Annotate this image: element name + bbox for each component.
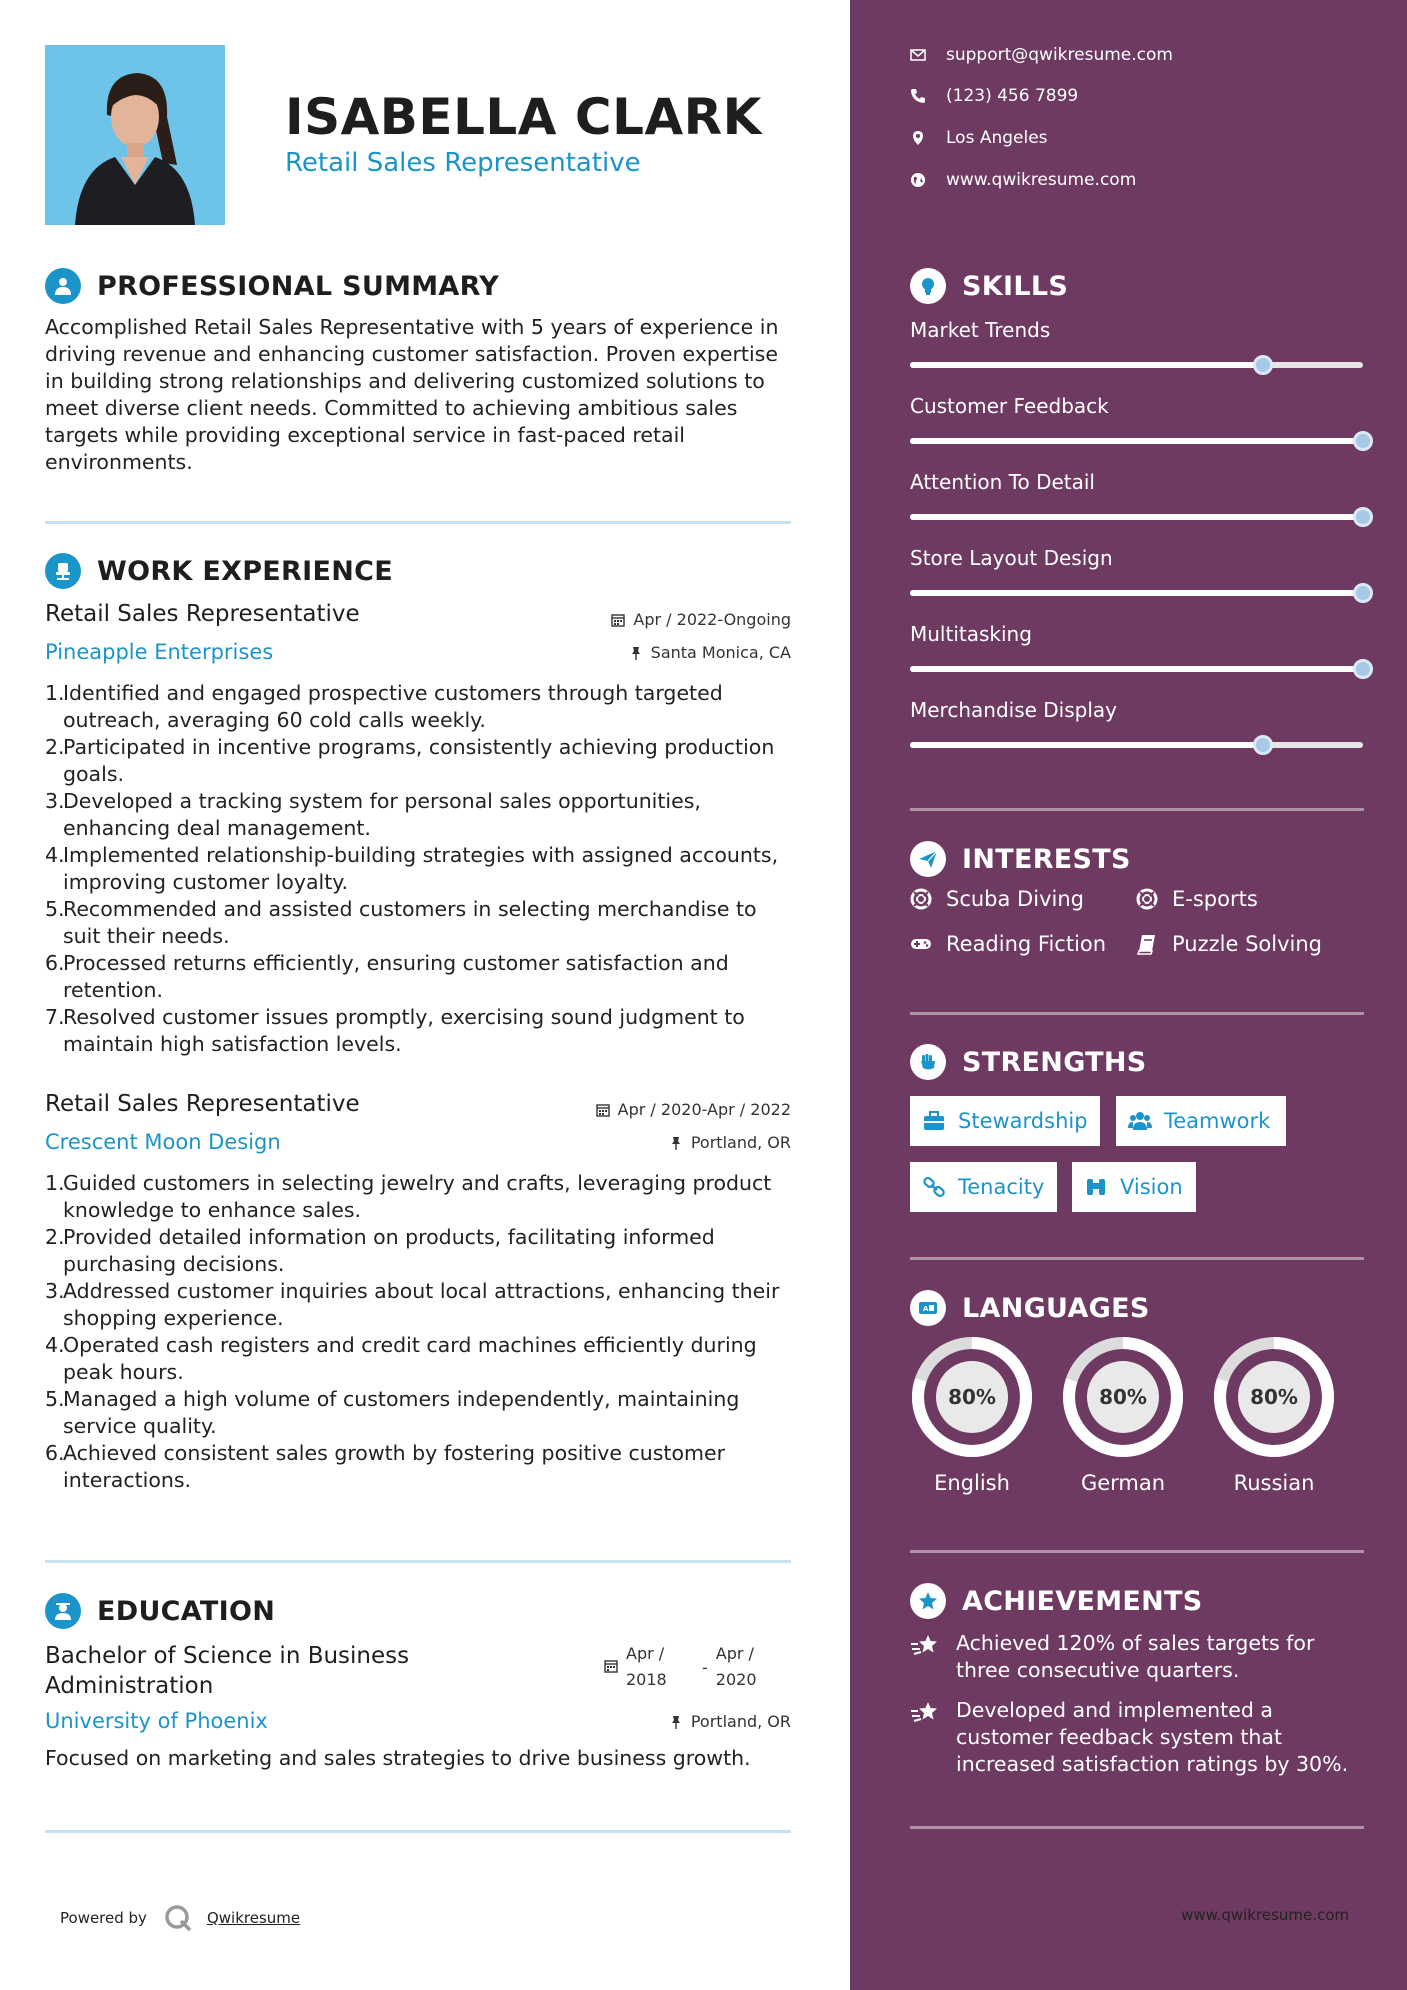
- skill-name: Store Layout Design: [910, 546, 1113, 570]
- list-item: 2. Participated in incentive programs, consistently achieving production goals.: [45, 735, 775, 786]
- contact-phone[interactable]: (123) 456 7899: [910, 86, 1078, 106]
- language-name: German: [1080, 1471, 1166, 1495]
- list-item: 3. Developed a tracking system for personal sales opportunities, enhancing deal management.: [45, 789, 701, 840]
- achievement-item: Achieved 120% of sales targets for three consecutive quarters.: [910, 1630, 1370, 1684]
- map-marker-icon: [910, 130, 926, 146]
- pin-icon: [669, 1715, 683, 1729]
- summary-heading: [45, 268, 499, 304]
- skill-bar-fill: [910, 590, 1363, 596]
- achievement-item: Developed and implemented a customer feedback system that increased satisfaction ratings by 30%.: [910, 1697, 1370, 1778]
- footer-url[interactable]: www.qwikresume.com: [1181, 1906, 1349, 1924]
- skill-bar-fill: [910, 362, 1263, 368]
- skill-bar: [910, 666, 1363, 672]
- profile-photo: [45, 45, 225, 225]
- divider: [45, 1830, 791, 1833]
- education-heading: [45, 1593, 275, 1629]
- language-percent: 80%: [1099, 1385, 1147, 1409]
- job-company: Pineapple Enterprises: [45, 640, 274, 664]
- svg-text:A: A: [923, 1305, 929, 1313]
- list-item: 6. Processed returns efficiently, ensuring customer satisfaction and retention.: [45, 951, 729, 1002]
- skill-bar-fill: [910, 438, 1363, 444]
- language-ring: [1061, 1335, 1185, 1459]
- strength-tag: Vision: [1072, 1162, 1196, 1212]
- divider: [45, 521, 791, 524]
- lifebuoy-icon: [910, 888, 932, 910]
- interest-item: Scuba Diving: [910, 887, 1084, 911]
- interests-heading: [910, 841, 1131, 877]
- skill-name: Market Trends: [910, 318, 1051, 342]
- divider: [45, 1560, 791, 1563]
- education-location: [669, 1712, 791, 1731]
- list-item: 5. Recommended and assisted customers in selecting merchandise to suit their needs.: [45, 897, 757, 948]
- skill-bar-fill: [910, 514, 1363, 520]
- person-silhouette-icon: [45, 45, 225, 225]
- language-item: [1061, 1335, 1185, 1495]
- degree-title: Bachelor of Science in Business Administration: [45, 1643, 410, 1699]
- list-item: 2. Provided detailed information on products, facilitating informed purchasing decisions.: [45, 1225, 715, 1276]
- language-item: [910, 1335, 1034, 1495]
- contact-website[interactable]: www.qwikresume.com: [910, 170, 1136, 190]
- divider: [910, 808, 1364, 811]
- education-start: Apr / 2018: [626, 1644, 667, 1689]
- job-title: Retail Sales Representative: [45, 601, 360, 627]
- skill-name: Attention To Detail: [910, 470, 1095, 494]
- skill-knob: [1353, 507, 1373, 527]
- gamepad-icon: [910, 933, 932, 955]
- skill-bar-fill: [910, 666, 1363, 672]
- job-location-text: Portland, OR: [690, 1133, 791, 1152]
- interest-item: Reading Fiction: [910, 932, 1106, 956]
- skill-bar-fill: [910, 742, 1263, 748]
- contact-location: Los Angeles: [910, 128, 1048, 148]
- calendar-icon: [611, 613, 625, 627]
- strength-tag: Tenacity: [910, 1162, 1057, 1212]
- job-title: Retail Sales Representative: [45, 1091, 360, 1117]
- powered-by-label: Powered by: [60, 1909, 147, 1927]
- star-icon: [910, 1583, 946, 1619]
- list-item: 3. Addressed customer inquiries about local attractions, enhancing their shopping experience.: [45, 1279, 780, 1330]
- list-item: 4. Implemented relationship-building strategies with assigned accounts, improving customer loyalty.: [45, 843, 779, 894]
- skill-knob: [1353, 431, 1373, 451]
- job-dates-text: Apr / 2020-Apr / 2022: [617, 1100, 791, 1119]
- skill-name: Merchandise Display: [910, 698, 1118, 722]
- skill-bar: [910, 590, 1363, 596]
- qwikresume-logo-icon: [163, 1903, 193, 1933]
- paper-plane-icon: [910, 841, 946, 877]
- education-title: EDUCATION: [97, 1595, 276, 1627]
- list-item: 4. Operated cash registers and credit card machines efficiently during peak hours.: [45, 1333, 757, 1384]
- divider: [910, 1257, 1364, 1260]
- link-icon: [922, 1175, 946, 1199]
- language-item: [1212, 1335, 1336, 1495]
- achievements-title: ACHIEVEMENTS: [962, 1585, 1203, 1617]
- job-bullets: [45, 680, 797, 1058]
- qwikresume-link[interactable]: Qwikresume: [206, 1909, 301, 1927]
- language-percent: 80%: [948, 1385, 996, 1409]
- language-ring: [1212, 1335, 1336, 1459]
- experience-title: WORK EXPERIENCE: [97, 555, 393, 587]
- summary-title: PROFESSIONAL SUMMARY: [97, 270, 500, 302]
- calendar-icon: [596, 1103, 610, 1117]
- language-ring: [910, 1335, 1034, 1459]
- skill-bar: [910, 362, 1363, 368]
- languages-heading: [910, 1290, 1150, 1326]
- briefcase-icon: [922, 1109, 946, 1133]
- shooting-star-icon: [910, 1697, 940, 1727]
- list-item: 1. Guided customers in selecting jewelry and crafts, leveraging product knowledge to enhance sales.: [45, 1171, 772, 1222]
- skill-bar: [910, 514, 1363, 520]
- phone-icon: [910, 88, 926, 104]
- skills-heading: [910, 268, 1068, 304]
- language-percent: 80%: [1250, 1385, 1298, 1409]
- calendar-icon: [604, 1659, 618, 1673]
- job-company: Crescent Moon Design: [45, 1130, 281, 1154]
- skill-bar: [910, 742, 1363, 748]
- skill-knob: [1353, 583, 1373, 603]
- divider: [910, 1550, 1364, 1553]
- office-chair-icon: [45, 553, 81, 589]
- candidate-role: Retail Sales Representative: [285, 148, 641, 178]
- list-item: 5. Managed a high volume of customers independently, maintaining service quality.: [45, 1387, 740, 1438]
- shooting-star-icon: [910, 1630, 940, 1660]
- strength-tag: Teamwork: [1116, 1096, 1286, 1146]
- education-date-separator: -: [702, 1658, 708, 1677]
- skill-bar: [910, 438, 1363, 444]
- interests-title: INTERESTS: [962, 843, 1131, 875]
- divider: [910, 1826, 1364, 1829]
- strengths-title: STRENGTHS: [962, 1046, 1147, 1078]
- job-bullets: [45, 1170, 797, 1494]
- job-dates: [611, 610, 791, 629]
- interest-item: Puzzle Solving: [1136, 932, 1322, 956]
- pin-icon: [669, 1136, 683, 1150]
- education-description: Focused on marketing and sales strategies to drive business growth.: [45, 1746, 751, 1770]
- job-dates: [596, 1100, 791, 1119]
- skill-name: Multitasking: [910, 622, 1032, 646]
- education-dates: [604, 1641, 792, 1693]
- skill-knob: [1353, 659, 1373, 679]
- divider: [910, 1012, 1364, 1015]
- skill-name: Customer Feedback: [910, 394, 1109, 418]
- candidate-name: ISABELLA CLARK: [285, 88, 762, 146]
- education-end: Apr / 2020: [715, 1644, 757, 1689]
- language-name: Russian: [1233, 1471, 1315, 1495]
- strength-tag: Stewardship: [910, 1096, 1100, 1146]
- skills-title: SKILLS: [962, 270, 1069, 302]
- achievements-heading: [910, 1583, 1203, 1619]
- users-icon: [1128, 1109, 1152, 1133]
- binoculars-icon: [1084, 1175, 1108, 1199]
- envelope-icon: [910, 47, 926, 63]
- user-icon: [45, 268, 81, 304]
- fist-icon: [910, 1044, 946, 1080]
- list-item: 7. Resolved customer issues promptly, exercising sound judgment to maintain high satisfaction levels.: [45, 1005, 745, 1056]
- summary-text: Accomplished Retail Sales Representative with 5 years of experience in driving revenue and enhancing customer satisfaction. Proven expertise in building strong relationships and delivering customized solutions to meet diverse client needs. Committed to achieving ambitious sales targets while providing exceptional service in fast-paced retail environments.: [45, 315, 779, 474]
- powered-by: [60, 1903, 300, 1933]
- interest-item: E-sports: [1136, 887, 1258, 911]
- school-name: University of Phoenix: [45, 1709, 268, 1733]
- job-location: [629, 643, 791, 662]
- pin-icon: [629, 646, 643, 660]
- list-item: 1. Identified and engaged prospective customers through targeted outreach, averaging 60 cold calls weekly.: [45, 681, 723, 732]
- globe-icon: [910, 172, 926, 188]
- experience-heading: [45, 553, 393, 589]
- job-location-text: Santa Monica, CA: [650, 643, 791, 662]
- job-location: [669, 1133, 791, 1152]
- contact-email[interactable]: support@qwikresume.com: [910, 45, 1173, 65]
- language-name: English: [934, 1471, 1010, 1495]
- lifebuoy-icon: [1136, 888, 1158, 910]
- job-dates-text: Apr / 2022-Ongoing: [633, 610, 791, 629]
- graduate-icon: [45, 1593, 81, 1629]
- list-item: 6. Achieved consistent sales growth by fostering positive customer interactions.: [45, 1441, 726, 1492]
- education-location-text: Portland, OR: [690, 1712, 791, 1731]
- book-icon: [1136, 933, 1158, 955]
- translate-icon: [910, 1290, 946, 1326]
- lightbulb-icon: [910, 268, 946, 304]
- languages-title: LANGUAGES: [962, 1292, 1150, 1324]
- strengths-heading: [910, 1044, 1147, 1080]
